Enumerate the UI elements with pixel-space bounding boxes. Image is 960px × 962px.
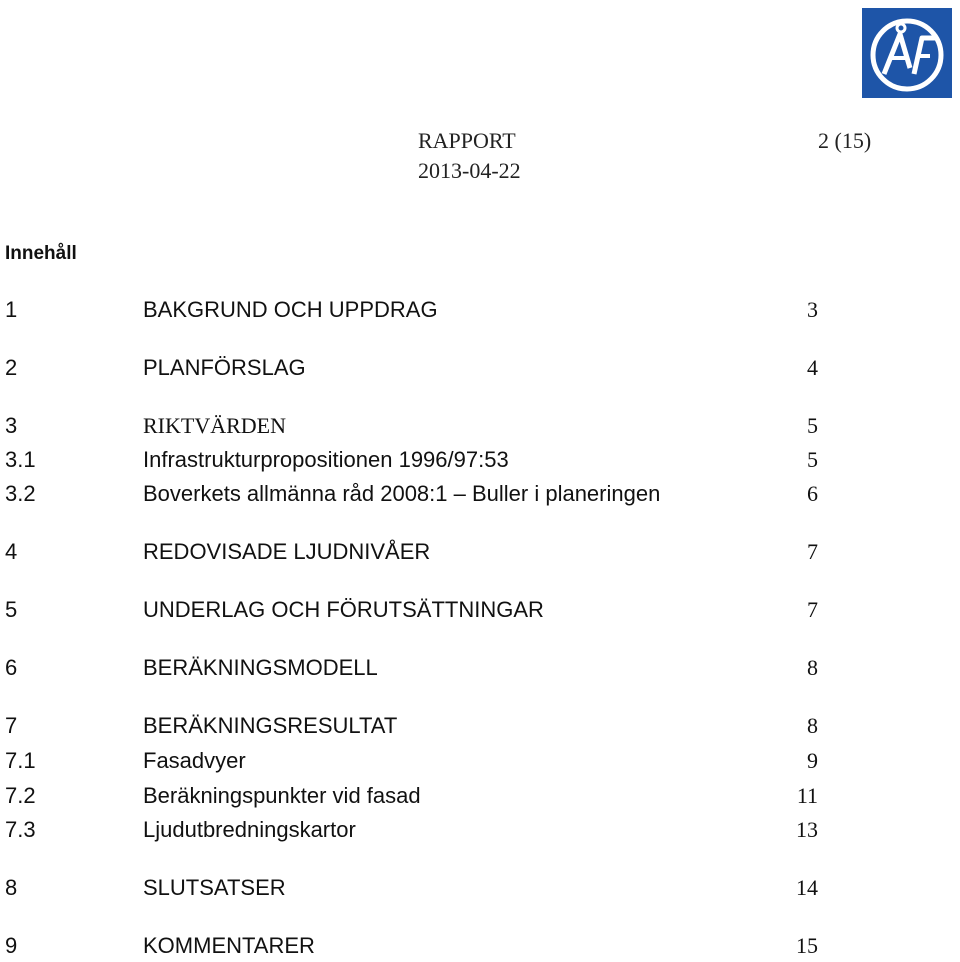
toc-entry-page: 14 [796,875,818,900]
toc-entry-page: 4 [807,355,818,380]
toc-entry-title: RIKTVÄRDEN [143,413,286,438]
toc-entry-number: 7.2 [5,783,36,808]
toc-entry[interactable] [0,814,960,846]
toc-entry-number: 3.1 [5,447,36,472]
toc-entry-title: KOMMENTARER [143,933,315,958]
toc-entry-number: 9 [5,933,18,958]
toc-entry-title: BERÄKNINGSRESULTAT [143,713,398,738]
af-logo-mark [862,8,952,98]
toc-entry-number: 3 [5,413,18,438]
toc-entry[interactable] [0,594,960,626]
toc-entry-title: Beräkningspunkter vid fasad [143,783,421,808]
toc-entry[interactable] [0,478,960,510]
toc-entry-page: 11 [796,783,818,808]
toc-entry[interactable] [0,930,960,962]
toc-entry-page: 7 [807,539,818,564]
page-indicator: 2 (15) [818,128,872,153]
toc-entry-number: 6 [5,655,18,680]
toc-entry-title: Boverkets allmänna råd 2008:1 – Buller i planeringen [143,481,661,506]
toc-entry-page: 9 [807,748,818,773]
toc-entry-title: UNDERLAG OCH FÖRUTSÄTTNINGAR [143,597,544,622]
toc-entry-title: Infrastrukturpropositionen 1996/97:53 [143,447,509,472]
toc-entry-number: 7 [5,713,18,738]
toc-entry-number: 2 [5,355,18,380]
toc-entry-title: REDOVISADE LJUDNIVÅER [143,539,431,564]
toc-entry-page: 6 [807,481,818,506]
toc-entry-number: 7.1 [5,748,36,773]
toc-entry-number: 3.2 [5,481,36,506]
toc-entry-number: 4 [5,539,18,564]
toc-entry-page: 3 [807,297,818,322]
toc-entry-number: 1 [5,297,18,322]
toc-entry-title: Fasadvyer [143,748,246,773]
toc-entry-number: 5 [5,597,18,622]
toc-entry-title: SLUTSATSER [143,875,286,900]
toc-entry-page: 8 [807,655,818,680]
toc-entry-title: PLANFÖRSLAG [143,355,306,380]
toc-entry-page: 13 [796,817,818,842]
toc-entry[interactable] [0,872,960,904]
report-label: RAPPORT [418,128,516,153]
toc-heading: Innehåll [5,243,77,264]
report-header [418,126,521,186]
toc-entry-number: 7.3 [5,817,36,842]
af-logo [862,8,952,98]
toc-entry-page: 7 [807,597,818,622]
toc-entry-page: 15 [796,933,818,958]
report-date: 2013-04-22 [418,158,521,183]
toc-entry-title: BAKGRUND OCH UPPDRAG [143,297,438,322]
toc-entry[interactable] [0,652,960,684]
toc-entry-page: 5 [807,447,818,472]
toc-entry-page: 8 [807,713,818,738]
toc-entry-page: 5 [807,413,818,438]
toc-entry[interactable] [0,780,960,812]
toc-entry[interactable] [0,444,960,476]
toc-entry-number: 8 [5,875,18,900]
toc-entry[interactable] [0,745,960,777]
toc-entry[interactable] [0,410,960,442]
toc-entry[interactable] [0,710,960,742]
toc-entry-title: Ljudutbredningskartor [143,817,356,842]
toc-entry[interactable] [0,352,960,384]
toc-entry[interactable] [0,294,960,326]
toc-entry[interactable] [0,536,960,568]
toc-entry-title: BERÄKNINGSMODELL [143,655,378,680]
